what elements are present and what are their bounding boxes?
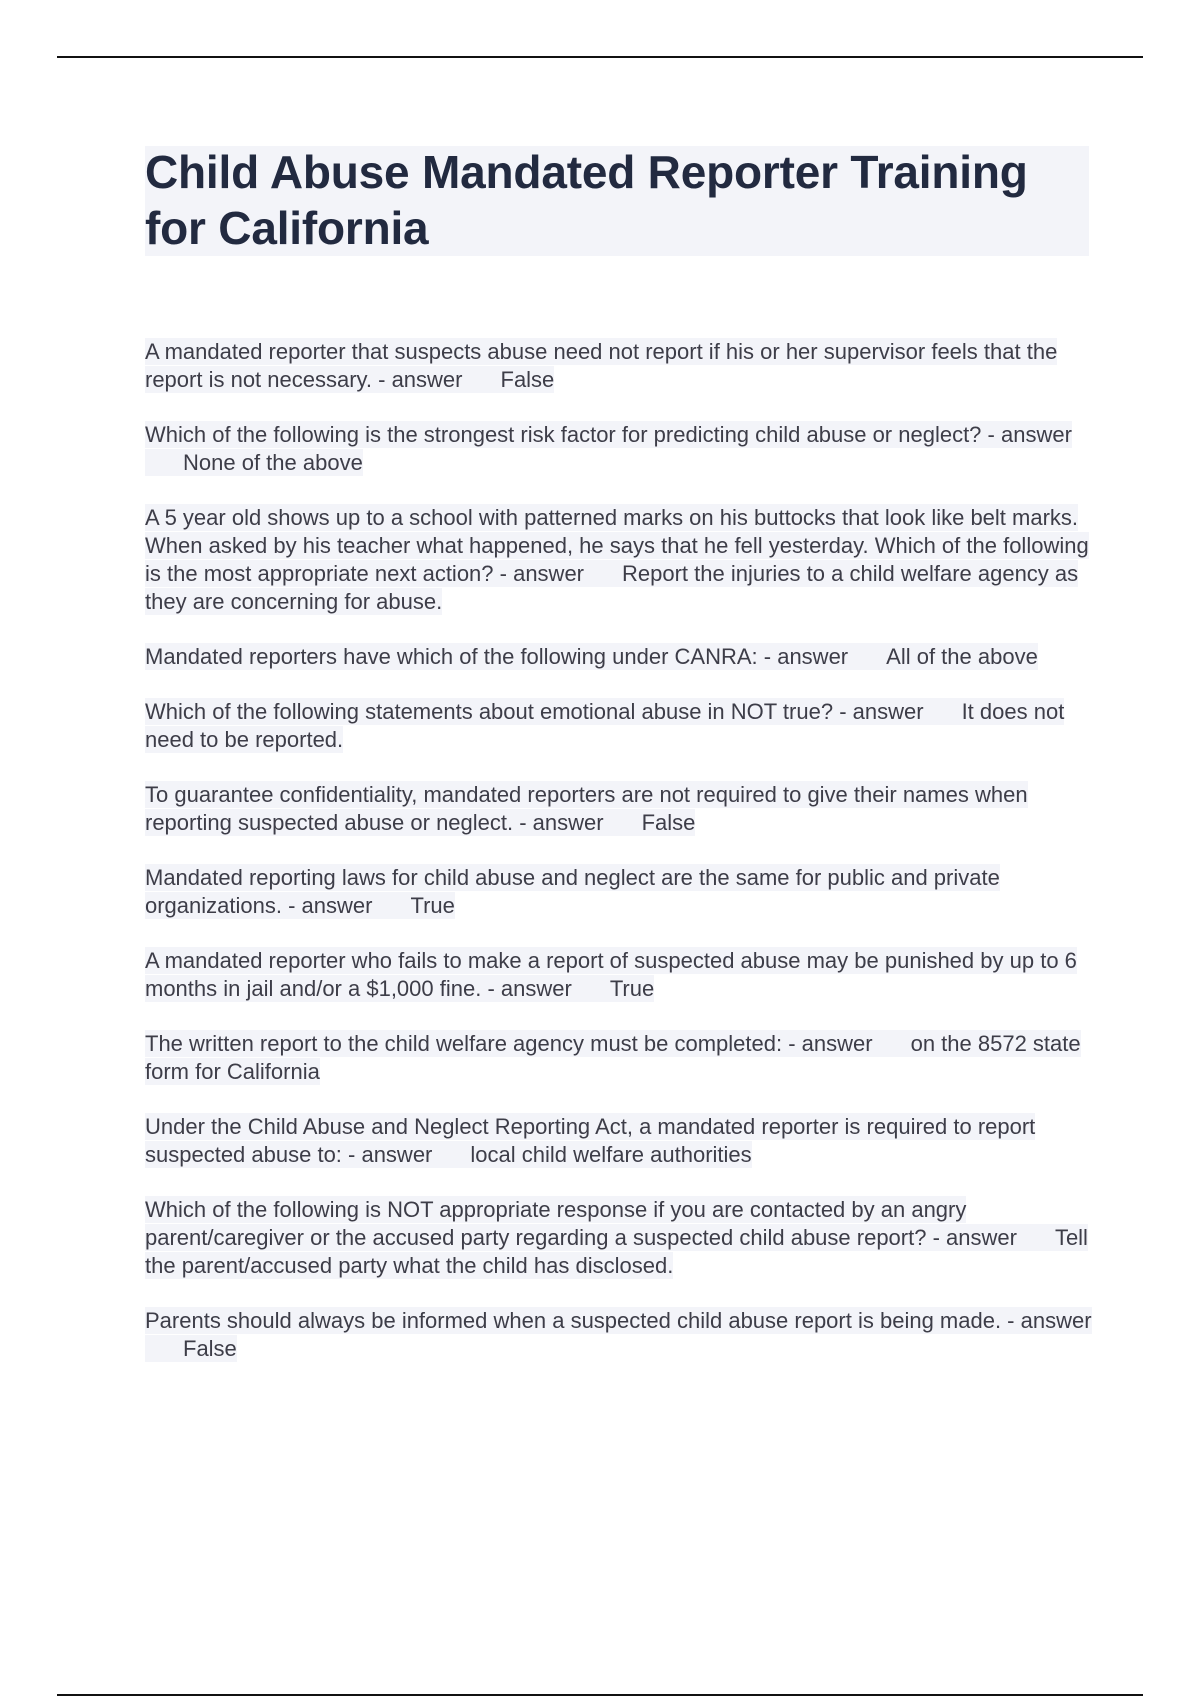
qa-answer: All of the above [886,644,1038,669]
qa-question: Under the Child Abuse and Neglect Reporting Act, a mandated reporter is required to report suspected abuse to: - answer [145,1114,1036,1167]
qa-question: A mandated reporter who fails to make a report of suspected abuse may be punished by up to 6 months in jail and/or a $1,000 fine. - answer [145,948,1077,1001]
qa-answer: False [500,367,555,392]
qa-question: To guarantee confidentiality, mandated reporters are not required to give their names when reporting suspected abuse or neglect. - answer [145,782,1028,835]
qa-item [145,947,1095,1003]
qa-item [145,421,1095,477]
qa-question: A mandated reporter that suspects abuse need not report if his or her supervisor feels that the report is not necessary. - answer [145,339,1058,392]
qa-answer: local child welfare authorities [470,1142,752,1167]
title-block [145,146,1089,256]
qa-answer: Tell the parent/accused party what the child has disclosed. [145,1225,1088,1278]
qa-answer: None of the above [183,450,363,475]
qa-answer: False [183,1336,237,1361]
qa-item [145,1196,1095,1280]
page-title: Child Abuse Mandated Reporter Training for California [145,146,1028,254]
qa-answer: False [641,810,696,835]
qa-item [145,698,1095,754]
qa-list [145,338,1095,1390]
qa-item [145,338,1095,394]
qa-answer: True [410,893,455,918]
qa-answer: Report the injuries to a child welfare agency as they are concerning for abuse. [145,561,1079,614]
qa-question: The written report to the child welfare agency must be completed: - answer [145,1031,873,1056]
qa-answer: It does not need to be reported. [145,699,1065,752]
qa-answer: on the 8572 state form for California [145,1031,1081,1084]
qa-question: Mandated reporters have which of the following under CANRA: - answer [145,644,849,669]
qa-answer: True [609,976,655,1001]
qa-question: Parents should always be informed when a suspected child abuse report is being made. - answer [145,1308,1092,1333]
qa-item [145,643,1095,671]
qa-question: Which of the following statements about emotional abuse in NOT true? - answer [145,699,924,724]
qa-item [145,1113,1095,1169]
qa-item [145,1307,1095,1363]
qa-question: Which of the following is the strongest risk factor for predicting child abuse or neglect? - answer [145,422,1072,447]
qa-question: Mandated reporting laws for child abuse and neglect are the same for public and private organizations. - answer [145,865,1000,918]
bottom-rule [57,1694,1143,1696]
qa-question: Which of the following is NOT appropriate response if you are contacted by an angry parent/caregiver or the accused party regarding a suspected child abuse report? - answer [145,1197,1017,1250]
qa-item [145,864,1095,920]
qa-item [145,1030,1095,1086]
top-rule [57,56,1143,58]
qa-question: A 5 year old shows up to a school with patterned marks on his buttocks that look like belt marks. When asked by his teacher what happened, he says that he fell yesterday. Which of the following is the most appropriate next action? - answer [145,505,1089,586]
qa-item [145,781,1095,837]
qa-item [145,504,1095,616]
